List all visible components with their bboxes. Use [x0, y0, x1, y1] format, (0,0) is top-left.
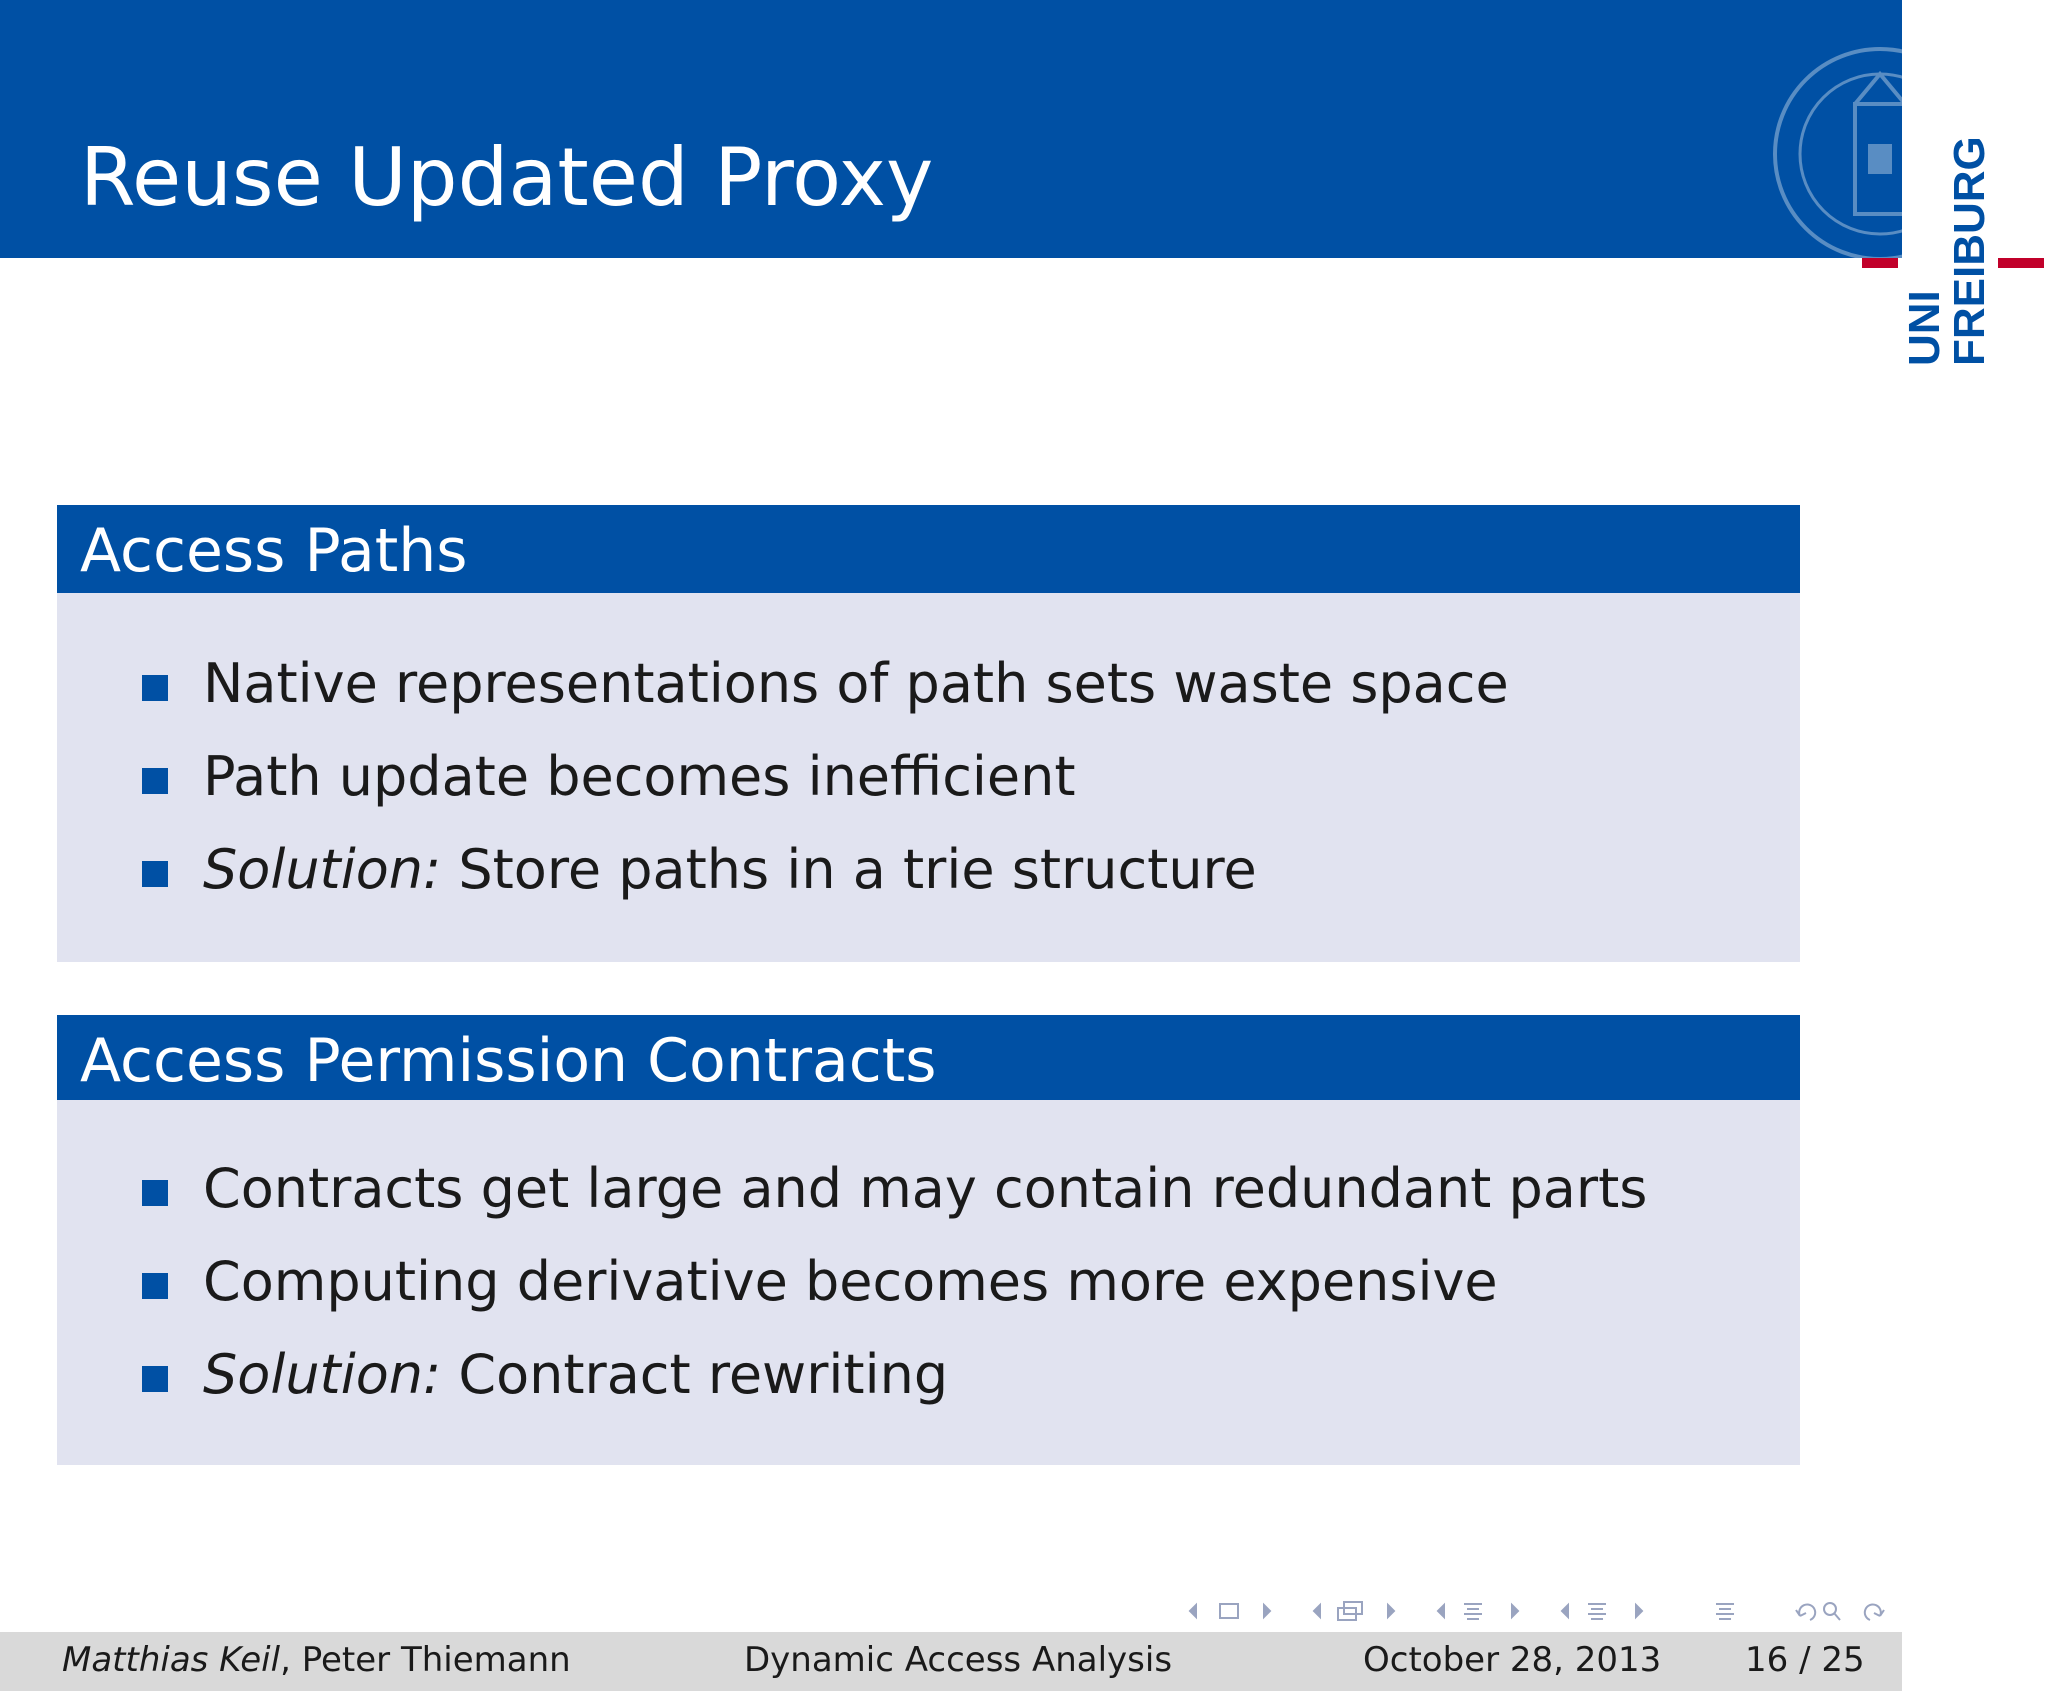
nav-appendix-icon [1716, 1604, 1734, 1619]
block-access-paths [57, 505, 1800, 962]
block-title-bar [57, 1015, 1800, 1100]
logo-line-uni: UNI [1900, 290, 1949, 366]
footer-page-number: 16 / 25 [1745, 1640, 1865, 1680]
list-item-text: Native representations of path sets waste space [203, 652, 1509, 715]
block-title: Access Paths [80, 516, 468, 586]
nav-prev-subsection-icon [1314, 1605, 1320, 1617]
nav-prev-section-icon [1438, 1605, 1444, 1617]
nav-next-section-icon [1512, 1605, 1518, 1617]
bullet-square-icon [142, 861, 168, 887]
bullet-square-icon [142, 768, 168, 794]
footer-talk-title: Dynamic Access Analysis [744, 1640, 1173, 1680]
logo-accent-left [1862, 258, 1898, 268]
logo-accent-right [1998, 258, 2044, 268]
nav-document-icon [1588, 1604, 1606, 1619]
solution-label: Solution: [203, 838, 442, 901]
nav-next-document-icon [1636, 1605, 1642, 1617]
block-body [57, 593, 1800, 962]
list-item-text: Path update becomes inefficient [203, 745, 1076, 808]
bullet-square-icon [142, 1366, 168, 1392]
nav-next-subsection-icon [1388, 1605, 1394, 1617]
list-item-text: Contract rewriting [458, 1343, 949, 1406]
bullet-square-icon [142, 1273, 168, 1299]
university-seal-icon [1770, 44, 1912, 258]
bullet-square-icon [142, 1180, 168, 1206]
list-item-text: Computing derivative becomes more expensive [203, 1250, 1498, 1313]
footer-author-rest: , Peter Thiemann [280, 1640, 571, 1680]
block-body [57, 1100, 1800, 1465]
nav-frame-icon [1220, 1604, 1238, 1618]
nav-forward-icon [1865, 1605, 1884, 1620]
footer-author-main: Matthias Keil [62, 1640, 281, 1680]
footer-bar [0, 1632, 1902, 1691]
block-title: Access Permission Contracts [80, 1026, 937, 1096]
nav-section-icon [1464, 1604, 1482, 1619]
navigation-bar [1180, 1596, 1910, 1626]
list-item-text: Store paths in a trie structure [458, 838, 1257, 901]
footer-authors [62, 1640, 571, 1680]
logo-line-freiburg: FREIBURG [1945, 136, 1994, 366]
list-item-text: Contracts get large and may contain redundant parts [203, 1157, 1648, 1220]
footer-date: October 28, 2013 [1363, 1640, 1662, 1680]
slide-title: Reuse Updated Proxy [80, 131, 934, 224]
block-title-bar [57, 505, 1800, 593]
uni-freiburg-logo [1900, 100, 1994, 370]
block-access-permission-contracts [57, 1015, 1800, 1465]
nav-prev-document-icon [1562, 1605, 1568, 1617]
nav-next-frame-icon [1264, 1605, 1270, 1617]
nav-back-icon [1796, 1605, 1815, 1620]
bullet-square-icon [142, 675, 168, 701]
nav-prev-frame-icon [1190, 1605, 1196, 1617]
solution-label: Solution: [203, 1343, 442, 1406]
